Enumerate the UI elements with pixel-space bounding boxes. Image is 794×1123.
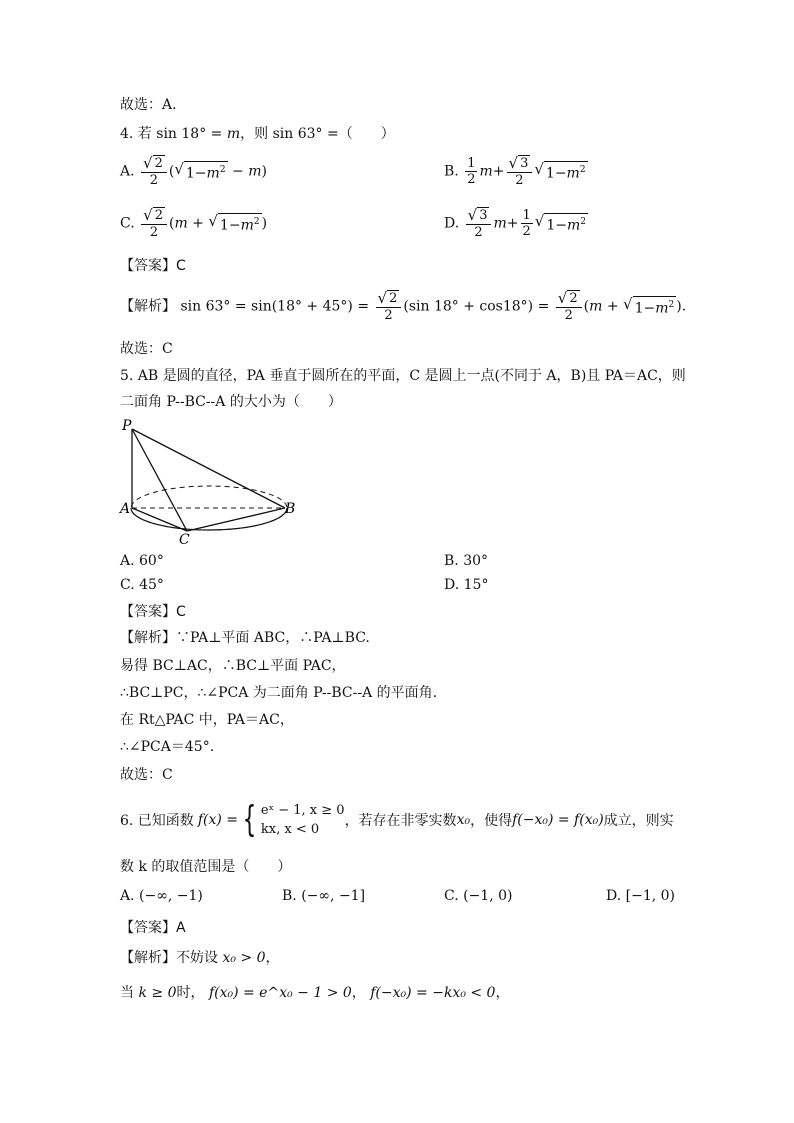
q6-text-d: 成立，则实 — [603, 813, 674, 829]
q6-option-d: D. [−1, 0) — [606, 888, 675, 904]
q5-solution-line3: ∴BC⊥PC，∴∠PCA 为二面角 P--BC--A 的平面角. — [120, 685, 438, 701]
q6-option-b: B. (−∞, −1] — [282, 888, 366, 904]
segment-cb — [187, 508, 285, 531]
question-6-stem-line1 — [120, 801, 674, 839]
q5-option-d: D. 15° — [444, 577, 489, 593]
q4-sin18: sin 18° = — [156, 126, 223, 142]
q4-then: ，则 — [240, 126, 269, 142]
fraction: √ 2 2 — [141, 155, 167, 188]
q5-solution-line1: 【解析】∵PA⊥平面 ABC，∴PA⊥BC. — [120, 630, 370, 646]
q4-m: m — [226, 126, 241, 142]
q6-case-1: eˣ − 1, x ≥ 0 — [260, 803, 345, 818]
q6-solution-intro: 【解析】不妨设 — [120, 950, 218, 966]
q6-comma-1: ， — [351, 985, 366, 1001]
q4-sin63: sin 63° =（ ） — [272, 126, 395, 142]
q6-solution-comma: ， — [265, 950, 280, 966]
q6-intro: 6. 已知函数 — [120, 813, 194, 829]
q4-option-d-label: D. — [444, 215, 460, 232]
q6-text-b: ，若存在非零实数 — [344, 813, 457, 829]
circle-front-solid — [131, 508, 287, 530]
label-c: C — [179, 532, 190, 548]
question-5-stem-line1: 5. AB 是圆的直径，PA 垂直于圆所在的平面，C 是圆上一点(不同于 A，B)且 PA＝AC，则 — [120, 368, 686, 384]
q4-option-c: C. √ 2 2 (m + √ $1-m^2$ ) — [120, 206, 268, 240]
q6-case-2: kx, x < 0 — [260, 822, 320, 837]
q4-solution-part-b: (sin 18° + cos18°) = — [403, 298, 550, 315]
q6-answer: 【答案】A — [120, 920, 186, 936]
answer-choice-line: 故选：A. — [120, 97, 177, 113]
question-5-stem-line2: 二面角 P--BC--A 的大小为（ ） — [120, 394, 342, 410]
q6-function-name: f(x) = — [197, 812, 238, 828]
segment-pb — [132, 429, 285, 508]
solution-label: 【解析】 — [120, 298, 176, 315]
q6-solution-line2 — [120, 983, 509, 1003]
q6-option-c: C. (−1, 0) — [444, 888, 513, 904]
q6-f-x0: f(x₀) = e^x₀ − 1 > 0 — [208, 985, 352, 1001]
q5-option-c: C. 45° — [120, 577, 164, 593]
q5-choice: 故选：C — [120, 767, 173, 783]
q6-x0: x₀ — [456, 812, 471, 828]
q6-f-neg-x0: f(−x₀) = −kx₀ < 0 — [370, 985, 496, 1001]
brace-icon: { — [242, 799, 257, 840]
q4-option-d: D. √ 3 2 m+ $\frac{1}{2}$ √ $1-m^2$ — [444, 206, 586, 240]
q6-option-a: A. (−∞, −1) — [120, 888, 203, 904]
q6-comma-2: ， — [495, 985, 510, 1001]
q4-solution: 【解析】 sin 63° = sin(18° + 45°) = √ 2 2 (sin 18° + cos18°) = √ 2 2 (m + √ $1-m^2$ ). — [120, 289, 687, 323]
q5-solution-line4: 在 Rt△PAC 中，PA＝AC， — [120, 712, 294, 728]
q6-text-c: ，使得 — [470, 813, 513, 829]
q4-number: 4. 若 — [120, 126, 152, 142]
geometry-figure — [115, 415, 305, 550]
q4-option-a: A. √ 2 2 ( √ $1-m^2$ − m) — [120, 154, 267, 188]
q4-solution-end: . — [681, 298, 687, 315]
q4-option-b-label: B. — [444, 163, 459, 180]
q4-choice: 故选：C — [120, 341, 173, 357]
q4-option-a-label: A. — [120, 163, 135, 180]
label-p: P — [122, 418, 132, 434]
q5-answer: 【答案】C — [120, 604, 186, 620]
q4-option-c-label: C. — [120, 215, 135, 232]
q6-solution-line1 — [120, 948, 280, 968]
q5-solution-line2: 易得 BC⊥AC，∴BC⊥平面 PAC， — [120, 658, 346, 674]
q5-solution-line5: ∴∠PCA＝45°. — [120, 739, 215, 755]
segment-ac — [132, 508, 187, 531]
label-b: B — [285, 501, 296, 517]
q5-option-a: A. 60° — [120, 553, 164, 569]
q6-when-end: 时， — [176, 985, 205, 1001]
q4-option-b: B. $\frac{1}{2}$ m+ √ 3 2 √ $1-m^2$ — [444, 154, 586, 188]
q4-solution-part-a: sin 63° = sin(18° + 45°) = — [180, 298, 370, 315]
q6-k-condition: k ≥ 0 — [138, 985, 177, 1001]
label-a: A — [120, 501, 131, 517]
q6-piecewise — [238, 801, 345, 839]
question-4-stem — [120, 124, 395, 144]
q6-when: 当 — [120, 985, 134, 1001]
question-6-stem-line2: 数 k 的取值范围是（ ） — [120, 859, 292, 875]
q6-solution-assumption: x₀ > 0 — [222, 950, 266, 966]
q5-option-b: B. 30° — [444, 553, 489, 569]
q4-answer: 【答案】C — [120, 258, 186, 274]
segment-pc — [132, 429, 187, 531]
q6-equation: f(−x₀) = f(x₀) — [512, 812, 604, 828]
